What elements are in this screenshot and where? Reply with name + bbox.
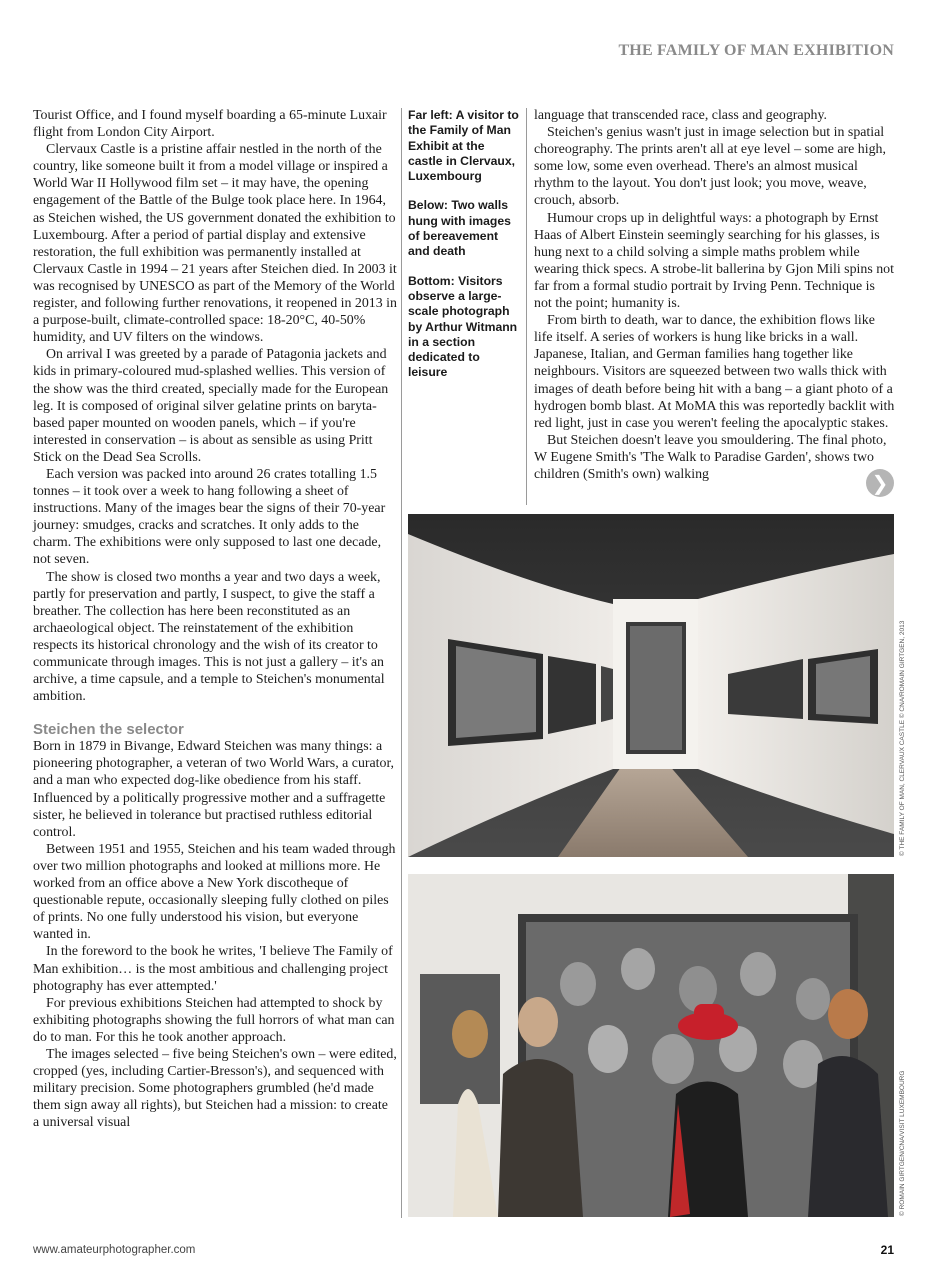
body-paragraph: Each version was packed into around 26 crates totalling 1.5 tonnes – it took over a week to hang following a sheet of instructions. Many of the images bear the signs of their 70-year journey: smudges, cracks and scratches. It only adds to the charm. The exhibitions were only supposed to last one decade, not seven. [33,466,386,568]
body-paragraph: Clervaux Castle is a pristine affair nestled in the north of the country, like someone built it from a model village or inspired a World War II Hollywood film set – it may have, the opening engagement of the Battle of the Bulge took place here. In 1964, as Steichen wished, the US government donated the exhibition to Luxembourg. After a period of partial display and extensive restoration, the full exhibition was permanently installed at Clervaux Castle in 1994 – 21 years after Steichen died. In 2003 it was recognised by UNESCO as part of the Memory of the World register, and following further renovations, it reopened in 2013 in a purpose-built, climate-controlled space: 18-20°C, 40-50% humidity, and UV filters on the windows. [33,142,397,346]
photo-credit: © THE FAMILY OF MAN, CLERVAUX CASTLE © CNA/ROMAIN GIRTGEN, 2013 [899,620,906,856]
body-paragraph: From birth to death, war to dance, the exhibition flows like life itself. A series of workers is hung like bricks in a wall. Japanese, Italian, and German families hang together like neighbours. Visitors are squeezed between two walls thick with images of death before being hit with a bang – a giant photo of a hydrogen bomb blast. At MoMA this was reportedly backlit with red light, just in case you weren't feeling the apocalyptic stakes. [534,313,895,431]
caption: Below: Two walls hung with images of bereavement and death [408,198,511,259]
continue-arrow-icon[interactable]: ❯ [866,469,894,497]
column-divider [526,108,527,505]
gallery-corridor-photo [408,514,894,857]
body-paragraph: Steichen's genius wasn't just in image selection but in spatial choreography. The prints aren't all at eye level – some are high, some low, some even overhead. There's an almost musical rhythm to the layout. You don't just look; you move, weave, crouch, absorb. [534,125,886,209]
footer-url[interactable]: www.amateurphotographer.com [33,1244,196,1256]
body-paragraph: Born in 1879 in Bivange, Edward Steichen was many things: a pioneering photographer, a veteran of two World Wars, a curator, and a man who expected dog-like obedience from his staff. Influenced by a politically progressive mother and a suffragette sister, he believed in tolerance but practised ruthless editorial control. [33,739,395,840]
body-paragraph: language that transcended race, class and geography. [534,108,827,123]
body-paragraph: The images selected – five being Steichen's own – were edited, cropped (yes, including Cartier-Bresson's), and sequenced with military precision. Some photographers grumbled (he'd made them sign away all rights), but Steichen had a mission: to create a universal visual [33,1046,397,1131]
left-article-column [33,107,397,1131]
body-paragraph: On arrival I was greeted by a parade of Patagonia jackets and kids in primary-coloured mud-splashed wellies. This version of the show was the third created, specially made for the European leg. It is composed of original silver gelatine prints on baryta-based paper mounted on wooden panels, which – if you're interested in conservation – is about as sensible as using Pritt Stick on the Dead Sea Scrolls. [33,347,389,465]
photo-captions [408,108,522,395]
body-paragraph: The show is closed two months a year and two days a week, partly for preservation and partly, I suspect, to give the staff a breather. The collection has here been reconstituted as an archaeological object. The reinstatement of the exhibition respects its historical chronology and the wish of its creator to communicate through images. This is not just a gallery – it's an archive, a time capsule, and a temple to Steichen's monumental ambition. [33,569,385,705]
body-paragraph: Between 1951 and 1955, Steichen and his team waded through over two million photographs and looked at millions more. He worked from an office above a New York discotheque of questionable repute, occasionally sleeping fully clothed on piles of prints. No one fully understood his vision, but everyone wanted in. [33,841,396,943]
body-paragraph: For previous exhibitions Steichen had attempted to shock by exhibiting photographs showing the full horrors of what man can do to man. For this he took another approach. [33,995,395,1045]
body-paragraph: Humour crops up in delightful ways: a photograph by Ernst Haas of Albert Einstein seemingly searching for his glasses, is hung next to a child solving a simple maths problem while wearing thick specs. A strobe-lit ballerina by Gjon Mili spins not far from a formal studio portrait by Irving Penn. Technique is not the point; humanity is. [534,210,894,312]
caption: Bottom: Visitors observe a large-scale photograph by Arthur Witmann in a section dedicated to leisure [408,273,518,380]
page-number: 21 [880,1243,894,1257]
body-paragraph: But Steichen doesn't leave you smouldering. The final photo, W Eugene Smith's 'The Walk to Paradise Garden', shows two children (Smith's own) walking [534,432,887,482]
right-article-column [534,107,896,483]
body-paragraph: In the foreword to the book he writes, 'I believe The Family of Man exhibition… is the most ambitious and challenging project photography has ever attempted.' [33,944,393,994]
running-header: THE FAMILY OF MAN EXHIBITION [618,42,894,59]
caption: Far left: A visitor to the Family of Man Exhibit at the castle in Clervaux, Luxembourg [408,108,519,184]
left-wall-print [548,656,596,734]
section-subheading: Steichen the selector [33,721,184,739]
visitor-woman-right [808,1056,888,1217]
column-divider [401,108,402,1218]
photo-credit: © ROMAIN GIRTGEN/CNA/VISIT LUXEMBOURG [899,1070,906,1216]
visitors-viewing-photo [408,874,894,1217]
visitor-man-grey [498,1059,583,1217]
body-paragraph: Tourist Office, and I found myself boarding a 65-minute Luxair flight from London City Airport. [33,108,387,141]
